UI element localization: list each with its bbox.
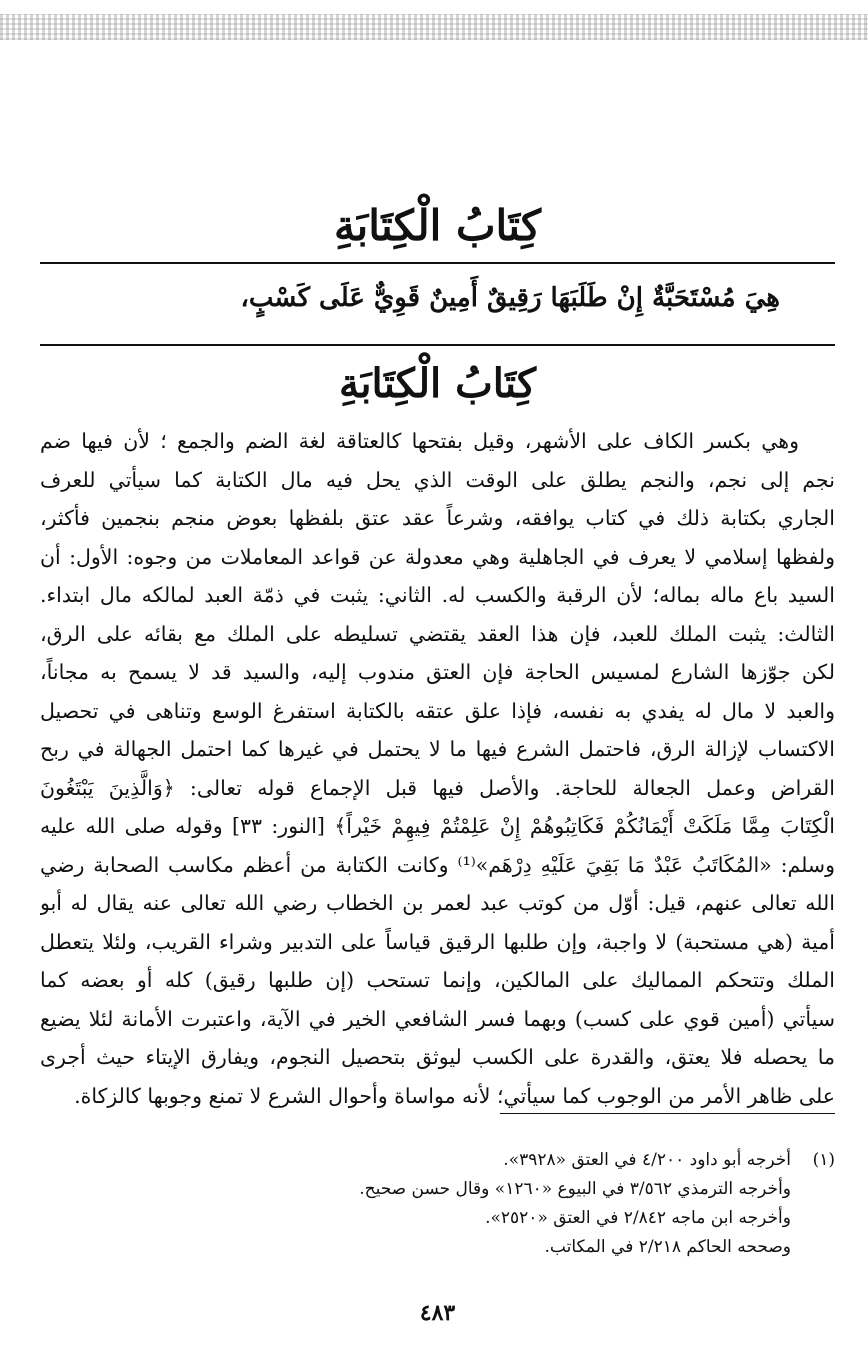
commentary-line: ما يحصله فلا يعتق، والقدرة على الكسب ليوثق بتحصيل النجوم، ويفارق الإيتاء حيث أجرى [40, 1045, 835, 1069]
commentary-line: وهي بكسر الكاف على الأشهر، وقيل بفتحها كالعتاقة لغة الضم والجمع ؛ لأن فيها ضم [40, 429, 799, 453]
commentary-title: كِتَابُ الْكِتَابَةِ [338, 360, 537, 407]
footnotes [40, 1146, 835, 1262]
commentary-line: الجاري بكتابة ذلك في كتاب يوافقه، وشرعاً عقد عتق بلفظها بعوض منجم بنجمين فأكثر، [40, 506, 835, 530]
page-number: ٤٨٣ [419, 1300, 456, 1326]
commentary-body [40, 422, 835, 1115]
title-divider [40, 262, 835, 264]
footnote-line: وأخرجه ابن ماجه ٢/٨٤٢ في العتق «٢٥٢٠». [485, 1208, 791, 1228]
footnote-body [40, 1146, 791, 1262]
commentary-line: لكن جوّزها الشارع لمسيس الحاجة فإن العتق مندوب إليه، والسيد قد لا يسمح به مجاناً، [40, 660, 835, 684]
commentary-line: الملك وتتحكم المماليك على المالكين، وإنما تستحب (إن طلبها رقيق) كله أو بعضه كما [40, 968, 835, 992]
footnote-divider [500, 1113, 835, 1114]
commentary-line: أمية (هي مستحبة) لا واجبة، وإن طلبها الرقيق قياساً على التدبير وشراء القريب، ولئلا يتعطل [40, 929, 835, 954]
footnote-line: وأخرجه الترمذي ٣/٥٦٢ في البيوع «١٢٦٠» وقال حسن صحيح. [359, 1179, 791, 1199]
matn-text: هِيَ مُسْتَحَبَّةٌ إِنْ طَلَبَهَا رَقِيقٌ أَمِينٌ قَوِيٌّ عَلَى كَسْبٍ، [240, 283, 780, 313]
commentary-line: الاكتساب لإزالة الرق، فاحتمل الشرع فيها ما لا يحتمل في غيرها كما احتمل الجهالة في ربح [40, 737, 835, 761]
commentary-line: على ظاهر الأمر من الوجوب كما سيأتي؛ لأنه مواساة وأحوال الشرع لا تمنع وجوبها كالزكاة. [74, 1083, 835, 1108]
commentary-line: ولفظها إسلامي لا يعرف في الجاهلية وهي معدولة عن قواعد المعاملات من وجوه: الأول: أن [40, 544, 835, 569]
chapter-title: كِتَابُ الْكِتَابَةِ [334, 201, 541, 250]
commentary-line: وسلم: «المُكَاتَبُ عَبْدٌ مَا بَقِيَ عَلَيْهِ دِرْهَم»⁽¹⁾ وكانت الكتابة من أعظم مكاسب الصحابة رضي [40, 852, 835, 877]
commentary-line: السيد باع ماله بماله؛ لأن الرقبة والكسب له. الثاني: يثبت في ذمّة العبد لمالكه مال ابتداء. [40, 583, 835, 607]
commentary-line: الله تعالى عنهم، قيل: أوّل من كوتب عبد لعمر بن الخطاب رضي الله تعالى عنه يقال له أبو [40, 891, 835, 915]
book-page [40, 0, 835, 1368]
commentary-line: نجم إلى نجم، والنجم يطلق على الوقت الذي يحل فيه مال الكتابة كما سيأتي للعرف [40, 467, 835, 492]
footnote-line: أخرجه أبو داود ٤/٢٠٠ في العتق «٣٩٢٨». [503, 1150, 791, 1170]
commentary-line: القراض وعمل الجعالة للحاجة. والأصل فيها قبل الإجماع قوله تعالى: ﴿وَالَّذِينَ يَبْتَغُونَ [40, 775, 835, 800]
commentary-line: والعبد لا مال له يفدي به نفسه، فإذا علق عتقه بالكتابة استفرغ الوسع وتناهى في تحصيل [40, 698, 835, 723]
footnote-number: (١) [812, 1150, 835, 1170]
footnote-line: وصححه الحاكم ٢/٢١٨ في المكاتب. [544, 1237, 791, 1257]
commentary-line: سيأتي (أمين قوي على كسب) وبهما فسر الشافعي الخير في الآية، واعتبرت الأمانة لئلا يضيع [40, 1006, 835, 1031]
commentary-line: الثالث: يثبت الملك للعبد، فإن هذا العقد يقتضي تسليطه على الملك مع بقائه على الرق، [40, 621, 835, 646]
footnote-item [40, 1146, 835, 1262]
commentary-line: الْكِتَابَ مِمَّا مَلَكَتْ أَيْمَانُكُمْ فَكَاتِبُوهُمْ إِنْ عَلِمْتُمْ فِيهِمْ خَيْراً﴾ [النور: ٣٣] وقوله صلى الله عليه [40, 814, 835, 838]
matn-divider [40, 344, 835, 346]
